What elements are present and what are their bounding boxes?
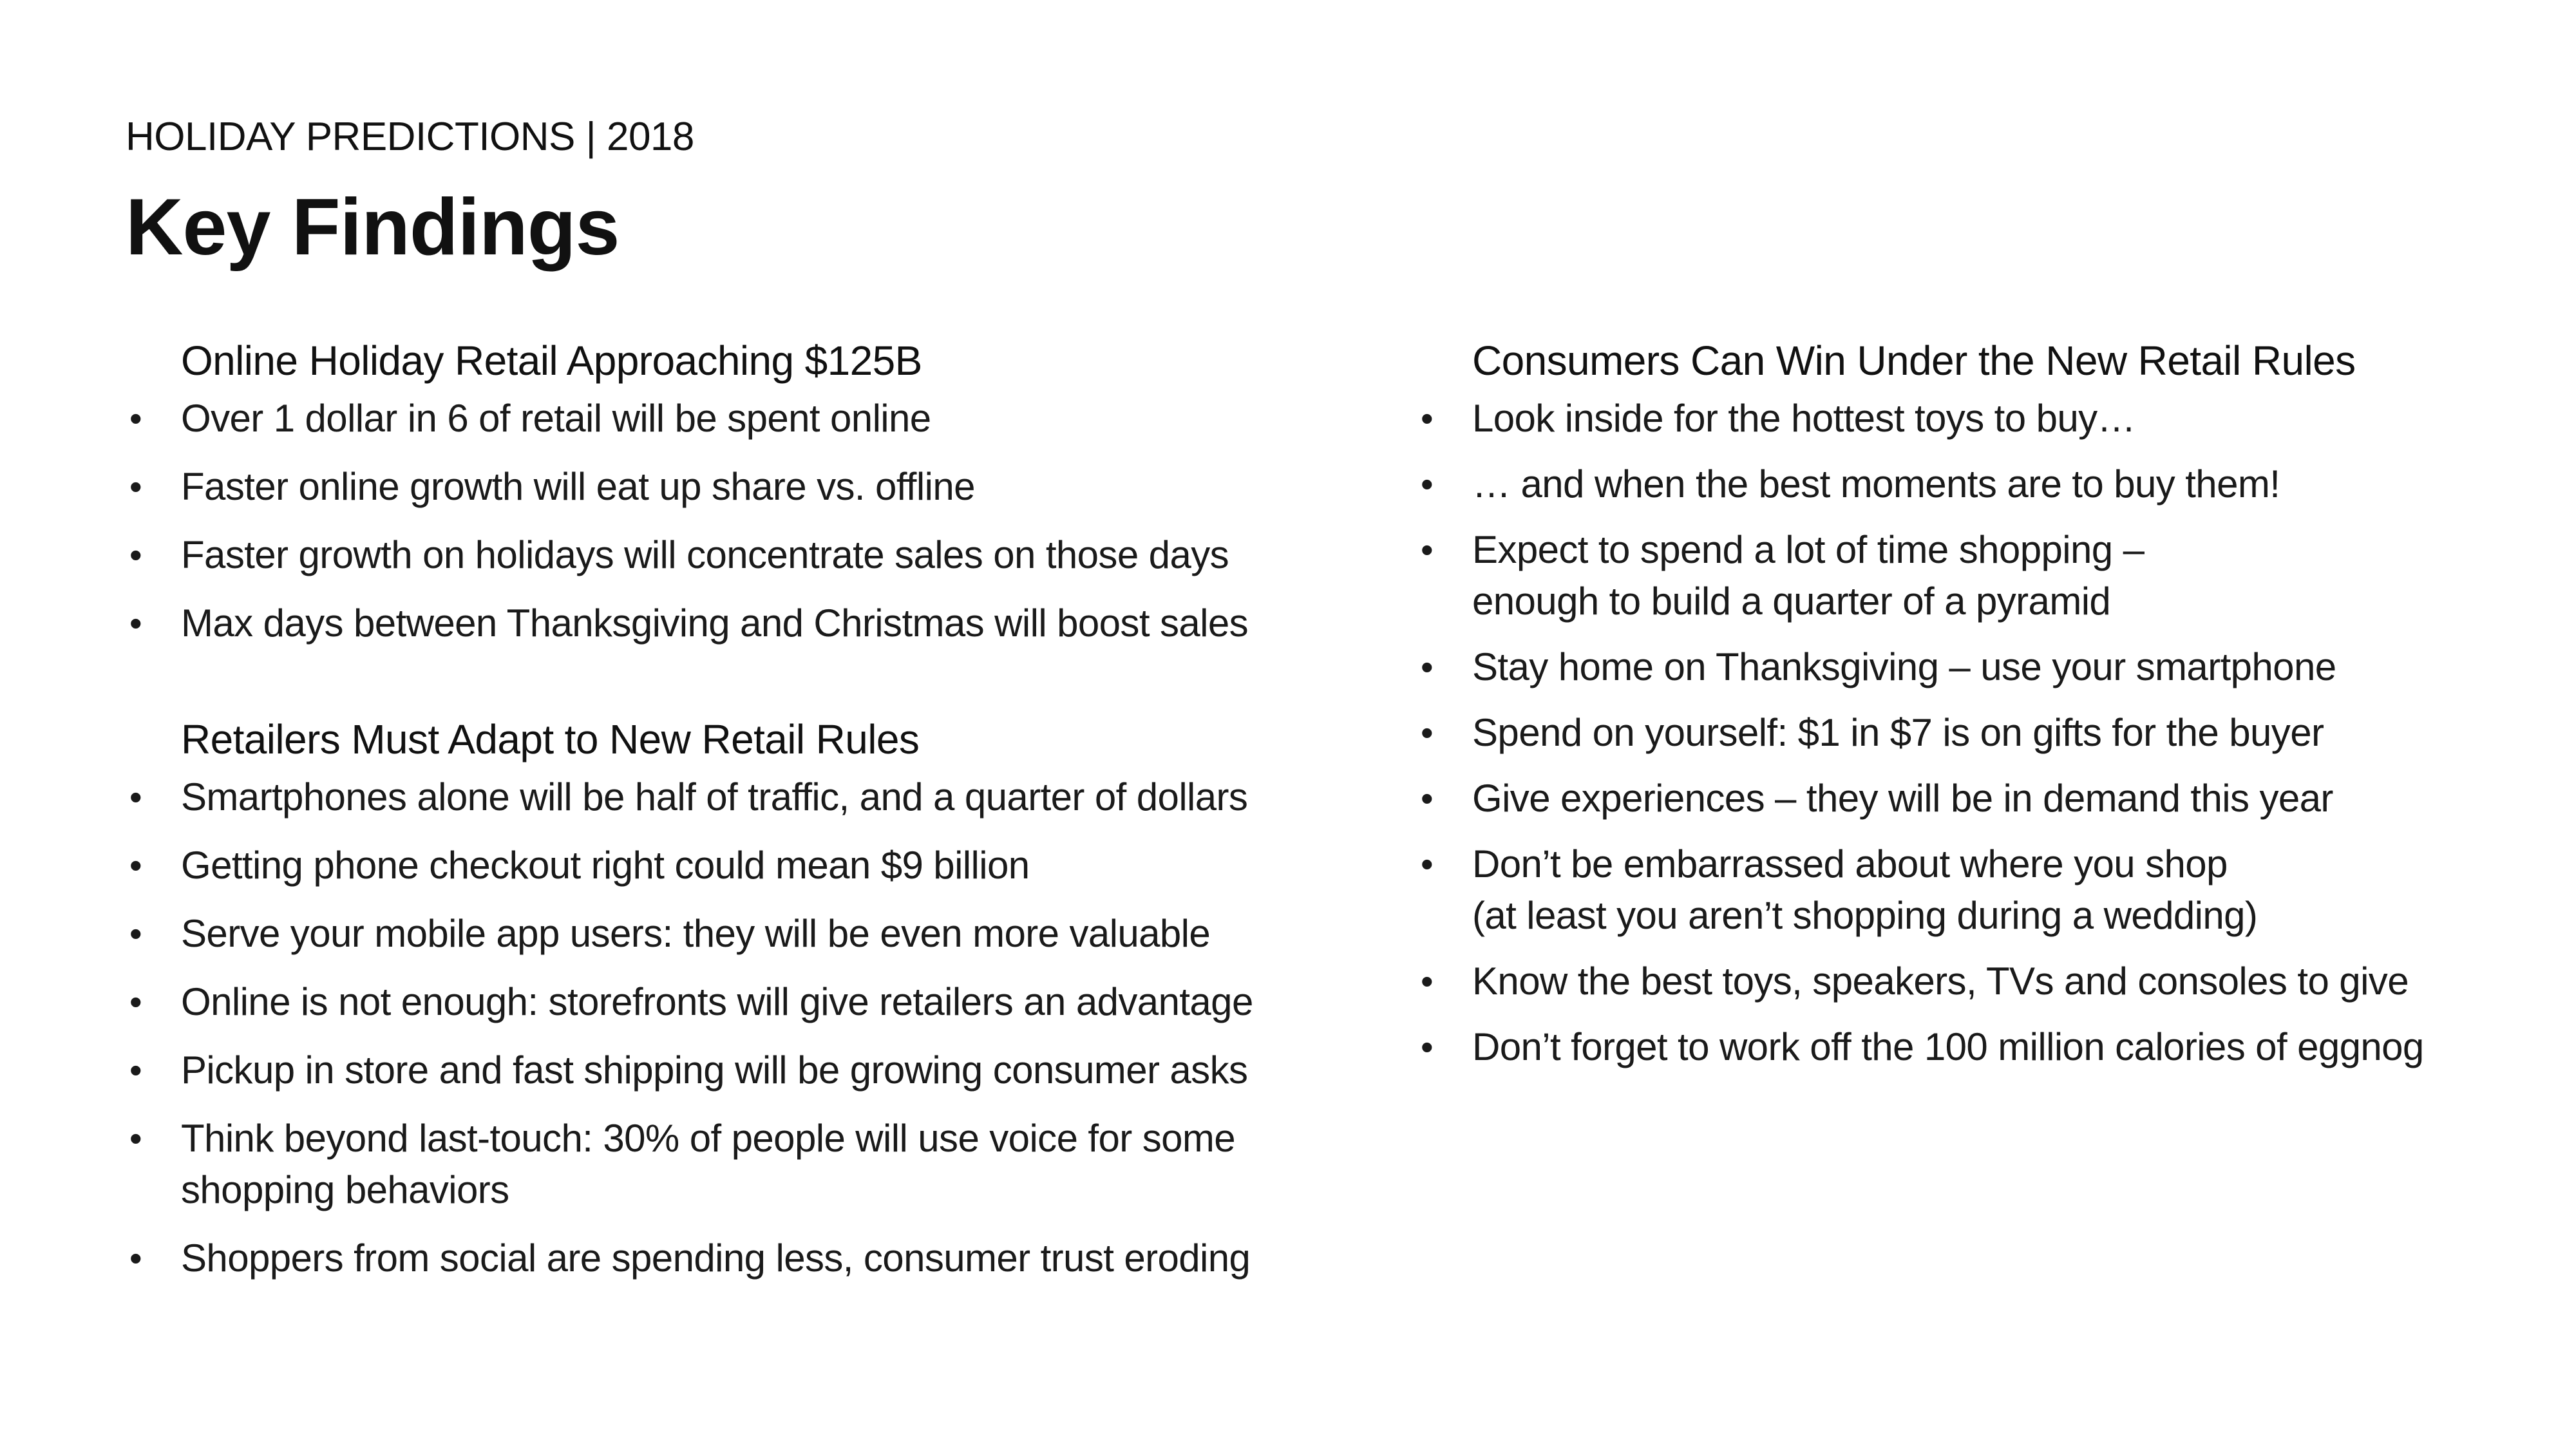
bullet-icon: • <box>129 1238 142 1278</box>
list-item: • Over 1 dollar in 6 of retail will be spent online <box>126 393 1349 444</box>
list-item: • Don’t be embarrassed about where you shop (at least you aren’t shopping during a wedding) <box>1417 838 2544 942</box>
bullet-icon: • <box>1421 529 1434 570</box>
section-heading-retailers: Retailers Must Adapt to New Retail Rules <box>181 716 920 762</box>
list-item: • Spend on yourself: $1 in $7 is on gifts for the buyer <box>1417 707 2544 759</box>
bullet-icon: • <box>1421 647 1434 687</box>
list-item: • Getting phone checkout right could mean $9 billion <box>126 840 1349 891</box>
list-item: • Stay home on Thanksgiving – use your smartphone <box>1417 641 2544 693</box>
list-item: • Look inside for the hottest toys to buy… <box>1417 393 2544 444</box>
bullet-icon: • <box>129 777 142 817</box>
list-item: • … and when the best moments are to buy them! <box>1417 459 2544 510</box>
slide-eyebrow: HOLIDAY PREDICTIONS | 2018 <box>126 115 694 159</box>
bullet-icon: • <box>1421 778 1434 819</box>
bullet-icon: • <box>1421 464 1434 504</box>
bullet-icon: • <box>129 1050 142 1090</box>
left-column <box>126 328 1349 1301</box>
list-item: • Faster online growth will eat up share vs. offline <box>126 461 1349 513</box>
list-item: • Expect to spend a lot of time shopping – enough to build a quarter of a pyramid <box>1417 524 2544 627</box>
section-heading-online-retail: Online Holiday Retail Approaching $125B <box>181 337 922 384</box>
list-item: • Shoppers from social are spending less, consumer trust eroding <box>126 1233 1349 1284</box>
bullet-icon: • <box>1421 961 1434 1001</box>
list-item: • Faster growth on holidays will concentrate sales on those days <box>126 529 1349 581</box>
bullet-icon: • <box>129 845 142 886</box>
bullet-icon: • <box>1421 398 1434 439</box>
list-item: • Online is not enough: storefronts will give retailers an advantage <box>126 976 1349 1028</box>
bullet-icon: • <box>1421 1027 1434 1067</box>
list-item: • Think beyond last-touch: 30% of people will use voice for some shopping behaviors <box>126 1113 1349 1216</box>
bullet-icon: • <box>129 603 142 643</box>
list-item: • Give experiences – they will be in demand this year <box>1417 773 2544 824</box>
list-item: • Don’t forget to work off the 100 million calories of eggnog <box>1417 1021 2544 1073</box>
online-retail-list <box>126 393 1349 649</box>
list-item: • Smartphones alone will be half of traffic, and a quarter of dollars <box>126 772 1349 823</box>
consumers-list <box>1417 393 2544 1073</box>
list-item: • Serve your mobile app users: they will be even more valuable <box>126 908 1349 960</box>
section-spacer <box>126 666 1349 707</box>
bullet-icon: • <box>129 981 142 1022</box>
slide-title: Key Findings <box>126 183 620 272</box>
bullet-icon: • <box>129 535 142 575</box>
bullet-icon: • <box>129 913 142 954</box>
bullet-icon: • <box>1421 844 1434 884</box>
bullet-icon: • <box>129 398 142 439</box>
bullet-icon: • <box>129 1118 142 1159</box>
bullet-icon: • <box>129 466 142 507</box>
retailers-list <box>126 772 1349 1284</box>
list-item: • Know the best toys, speakers, TVs and consoles to give <box>1417 956 2544 1007</box>
bullet-icon: • <box>1421 712 1434 753</box>
right-column <box>1417 328 2544 1087</box>
section-heading-consumers: Consumers Can Win Under the New Retail Rules <box>1472 337 2356 384</box>
list-item: • Pickup in store and fast shipping will be growing consumer asks <box>126 1045 1349 1096</box>
list-item: • Max days between Thanksgiving and Christmas will boost sales <box>126 598 1349 649</box>
